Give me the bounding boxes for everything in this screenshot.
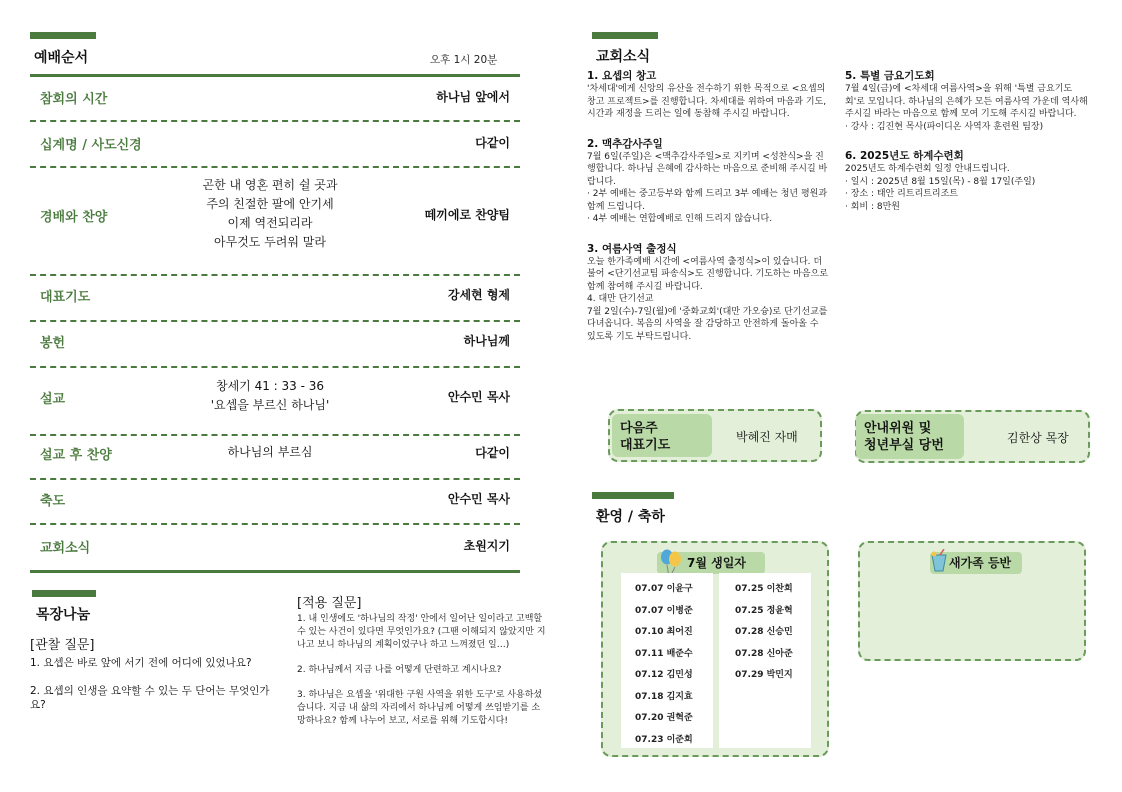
birthday-entry-left: 07.10 최어진 (635, 627, 693, 637)
news-item-6-date: · 일시 : 2025년 8월 15일(목) - 8월 17일(주일) (845, 176, 1036, 187)
next-prayer-box (608, 409, 822, 462)
news-item-2-note2: · 4부 예배는 연합예배로 인해 드리지 않습니다. (587, 214, 773, 224)
drink-icon (930, 549, 948, 573)
worship-item-praise-label: 경배와 찬양 (40, 210, 108, 225)
birthday-entry-right: 07.25 이찬희 (735, 584, 793, 594)
worship-time: 오후 1시 20분 (430, 54, 498, 66)
news-item-5-body: 7월 4일(금)에 <차세대 여름사역>을 위해 '특별 금요기도회'로 모입니다. 하나님의 은혜가 모든 여름사역 가운데 역사해 주시길 바라는 마음으로 함께 모여 기도해 주시길 바랍니다. (845, 84, 1088, 119)
news-item-6-fee: · 회비 : 8만원 (845, 201, 900, 212)
next-prayer-label: 다음주 대표기도 (612, 414, 712, 457)
news-item-1-heading: 1. 요셉의 창고 (587, 70, 657, 82)
group-title-bar (32, 590, 96, 597)
newfamily-title: 새가족 등반 (949, 556, 1012, 570)
worship-item-response-song-leader: 다같이 (475, 446, 510, 460)
observation-questions (30, 634, 285, 712)
worship-item-praise-line: 이제 역전되리라 (227, 216, 313, 230)
observation-title: [관찰 질문] (30, 638, 95, 653)
worship-divider (30, 366, 520, 368)
birthday-entry-left: 07.11 배준수 (635, 648, 693, 659)
birthday-col-right (719, 573, 811, 748)
worship-item-response-song-label: 설교 후 찬양 (40, 448, 112, 463)
application-q1: 1. 내 인생에도 '하나님의 작정' 안에서 일어난 일이라고 고백할 수 있는 사건이 있다면 무엇인가요? (그땐 이해되지 않았지만 지나고 보니 하나님의 계획이었구나 하고 느껴졌던 일…) (297, 614, 546, 650)
worship-bottom-rule (30, 570, 520, 573)
next-prayer-name: 박혜진 자매 (736, 430, 798, 444)
news-item-4-heading: 4. 대만 단기선교 (587, 294, 654, 304)
news-item-2-body: 7월 6일(주일)은 <맥추감사주일>로 지키며 <성찬식>을 진행합니다. 하나님 은혜에 감사하는 마음으로 준비해 주시길 바랍니다. (587, 151, 828, 187)
application-q3: 3. 하나님은 요셉을 '위대한 구원 사역을 위한 도구'로 사용하셨습니다. 지금 내 삶의 자리에서 하나님께 어떻게 쓰임받기를 소망하나요? 함께 나누어 보고, 서로를 위해 기도합시다! (297, 690, 543, 726)
worship-divider (30, 166, 520, 168)
worship-item-confession-label: 참회의 시간 (40, 92, 108, 107)
news-item-6-heading: 6. 2025년도 하계수련회 (845, 150, 964, 162)
worship-item-announcements-leader: 초원지기 (463, 539, 510, 553)
birthday-entry-right: 07.29 박민지 (735, 670, 793, 680)
worship-item-commandments-label: 십계명 / 사도신경 (40, 138, 142, 153)
newfamily-box (858, 541, 1086, 661)
birthday-entry-right: 07.25 정윤혁 (735, 605, 793, 616)
birthday-entry-right: 07.28 신승민 (735, 627, 793, 637)
worship-item-sermon-leader: 안수민 목사 (447, 390, 510, 404)
birthday-entry-left: 07.07 이윤구 (635, 584, 693, 594)
birthday-entry-left: 07.07 이병준 (635, 605, 693, 616)
news-column-right (845, 69, 1090, 213)
worship-item-announcements-label: 교회소식 (40, 541, 91, 556)
worship-title-bar (30, 32, 96, 39)
observation-q2: 2. 요셉의 인생을 요약할 수 있는 두 단어는 무엇인가요? (30, 685, 270, 711)
worship-item-offering-leader: 하나님께 (463, 334, 510, 348)
news-title-bar (592, 32, 658, 39)
worship-item-sermon-line: '요셉을 부르신 하나님' (210, 398, 330, 412)
application-questions (297, 592, 547, 728)
worship-item-confession-leader: 하나님 앞에서 (436, 90, 510, 104)
birthday-entry-left: 07.23 이준희 (635, 734, 693, 745)
observation-q1: 1. 요셉은 바로 앞에 서기 전에 어디에 있었나요? (30, 657, 252, 669)
news-item-2-note1: · 2부 예배는 중고등부와 함께 드리고 3부 예배는 청년 평원과 함께 드립니다. (587, 189, 828, 212)
worship-item-prayer-label: 대표기도 (40, 290, 91, 305)
news-title: 교회소식 (596, 49, 651, 65)
usher-label: 안내위원 및 청년부실 당번 (856, 414, 964, 459)
application-q2: 2. 하나님께서 지금 나를 어떻게 단련하고 계시나요? (297, 665, 502, 675)
worship-item-sermon-label: 설교 (40, 392, 66, 407)
news-item-2-heading: 2. 맥추감사주일 (587, 137, 663, 150)
news-column-left (587, 69, 830, 343)
usher-box (855, 410, 1090, 463)
news-item-3-heading: 3. 여름사역 출정식 (587, 242, 677, 255)
news-item-6-place: · 장소 : 태안 리트리트리조트 (845, 189, 958, 199)
worship-divider (30, 274, 520, 276)
birthday-entry-right: 07.28 신아준 (735, 648, 793, 659)
worship-divider (30, 120, 520, 122)
worship-top-rule (30, 74, 520, 77)
birthday-entry-left: 07.18 김지효 (635, 691, 693, 702)
news-item-5-speaker: · 강사 : 김진현 목사(파이디온 사역자 훈련원 팀장) (845, 121, 1044, 132)
worship-item-benediction-label: 축도 (40, 494, 66, 509)
worship-item-response-song-line: 하나님의 부르심 (227, 444, 313, 459)
worship-divider (30, 523, 520, 525)
application-title: [적용 질문] (297, 596, 362, 611)
worship-item-offering-label: 봉헌 (40, 336, 66, 351)
worship-item-benediction-leader: 안수민 목사 (447, 492, 510, 506)
news-item-3-body: 오늘 한가족예배 시간에 <여름사역 출정식>이 있습니다. 더불어 <단기선교팀 파송식>도 진행합니다. 기도하는 마음으로 함께 참여해 주시길 바랍니다. (587, 256, 828, 292)
worship-divider (30, 320, 520, 322)
birthday-title: 7월 생일자 (687, 556, 746, 570)
worship-item-prayer-leader: 강세현 형제 (447, 288, 510, 302)
birthday-entry-left: 07.20 권혁준 (635, 713, 693, 723)
birthday-box (601, 541, 829, 757)
worship-item-praise-line: 아무것도 두려워 말라 (214, 235, 326, 249)
worship-item-commandments-leader: 다같이 (475, 136, 510, 150)
worship-item-praise-leader: 떼끼에로 찬양팀 (424, 208, 510, 222)
news-item-1-body: '차세대'에게 신앙의 유산을 전수하기 위한 목적으로 <요셉의 창고 프로젝트>를 진행합니다. 차세대를 위하여 마음과 기도, 시간과 재정을 드리는 일에 동참해 주시길 바랍니다. (587, 84, 827, 119)
worship-title: 예배순서 (34, 50, 89, 66)
usher-name: 김한상 목장 (1007, 431, 1069, 445)
welcome-title-bar (592, 492, 674, 499)
welcome-title: 환영 / 축하 (596, 509, 665, 525)
group-title: 목장나눔 (36, 607, 91, 623)
worship-divider (30, 478, 520, 480)
worship-item-praise-line: 곤한 내 영혼 편히 쉴 곳과 (202, 178, 338, 192)
birthday-entry-left: 07.12 김민성 (635, 670, 693, 680)
worship-divider (30, 434, 520, 436)
worship-item-praise-line: 주의 친절한 팔에 안기세 (206, 197, 334, 211)
worship-item-sermon-line: 창세기 41 : 33 - 36 (215, 379, 325, 393)
news-item-6-intro: 2025년도 하계수련회 일정 안내드립니다. (845, 164, 1010, 174)
news-item-4-body: 7월 2일(수)-7일(월)에 '중화교회'(대만 가오슝)로 단기선교를 다녀옵니다. 복음의 사역을 잘 감당하고 안전하게 돌아올 수 있도록 기도 부탁드립니다. (587, 306, 828, 342)
news-item-5-heading: 5. 특별 금요기도회 (845, 70, 935, 82)
